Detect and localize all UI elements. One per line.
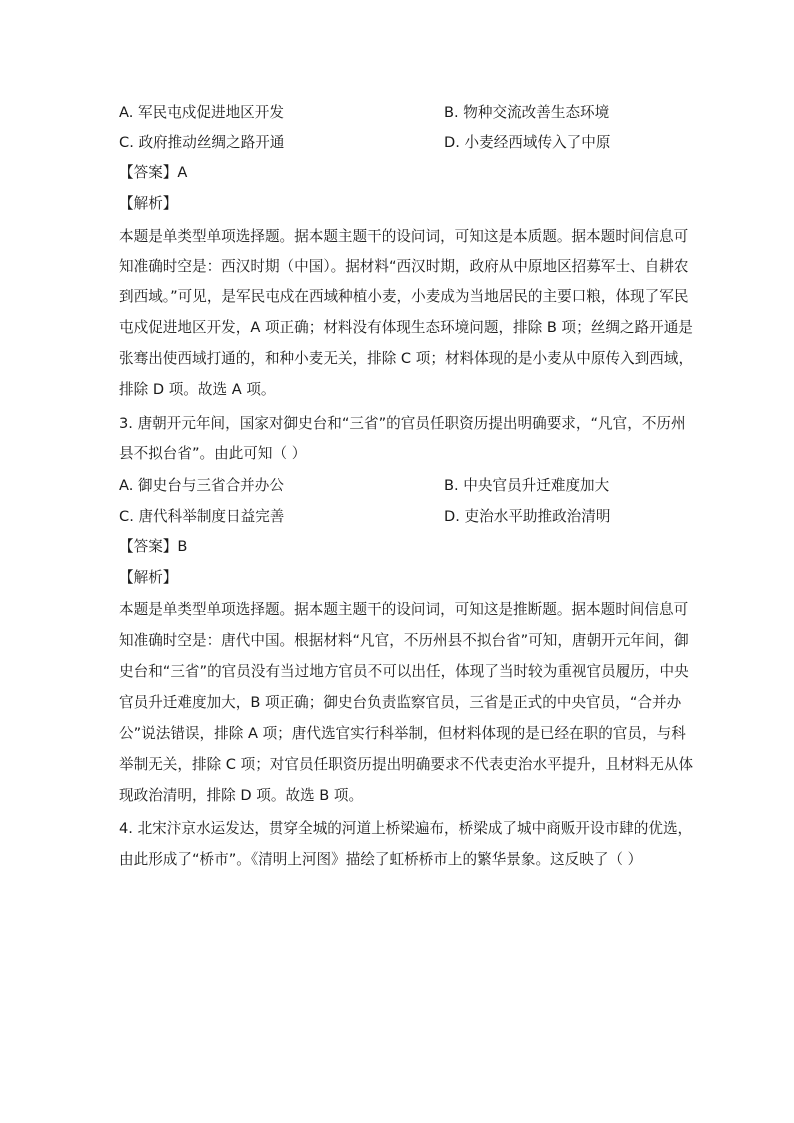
- q3-stem-line: 县不拟台省”。由此可知（ ）: [119, 445, 307, 462]
- q2-analysis-line: 本题是单类型单项选择题。据本题主题干的设问词，可知这是本质题。据本题时间信息可: [119, 228, 689, 245]
- q3-analysis-line: 现政治清明，排除 D 项。故选 B 项。: [119, 787, 364, 804]
- q2-option-d: D. 小麦经西域传入了中原: [444, 134, 611, 151]
- q2-analysis-label: 【解析】: [119, 195, 178, 212]
- q2-analysis-line: 到西域。”可见，是军民屯戍在西域种植小麦，小麦成为当地居民的主要口粮，体现了军民: [119, 288, 689, 305]
- q4-stem-line: 4. 北宋汴京水运发达，贯穿全城的河道上桥梁遍布，桥梁成了城中商贩开设市肆的优选，: [119, 820, 693, 837]
- q3-option-a: A. 御史台与三省合并办公: [119, 477, 284, 494]
- q2-analysis-line: 排除 D 项。故选 A 项。: [119, 381, 276, 398]
- q2-analysis-line: 屯戍促进地区开发，A 项正确；材料没有体现生态环境问题，排除 B 项；丝绸之路开通是: [119, 319, 693, 336]
- q3-answer: 【答案】B: [119, 538, 188, 555]
- q3-analysis-line: 举制无关，排除 C 项；对官员任职资历提出明确要求不代表吏治水平提升，且材料无从体: [119, 756, 694, 773]
- q2-option-c: C. 政府推动丝绸之路开通: [119, 134, 285, 151]
- q2-option-a: A. 军民屯戍促进地区开发: [119, 104, 284, 121]
- q3-option-d: D. 吏治水平助推政治清明: [444, 508, 611, 525]
- q3-analysis-line: 史台和“三省”的官员没有当过地方官员不可以出任，体现了当时较为重视官员履历，中央: [119, 663, 689, 680]
- q2-analysis-line: 知准确时空是：西汉时期（中国）。据材料“西汉时期，政府从中原地区招募军士、自耕农: [119, 258, 689, 275]
- q3-option-b: B. 中央官员升迁难度加大: [444, 477, 610, 494]
- q3-analysis-line: 公”说法错误，排除 A 项；唐代选官实行科举制，但材料体现的是已经在职的官员，与科: [119, 725, 686, 742]
- q3-stem-line: 3. 唐朝开元年间，国家对御史台和“三省”的官员任职资历提出明确要求，“凡官，不历州: [119, 415, 686, 432]
- q2-answer: 【答案】A: [119, 164, 188, 181]
- q3-analysis-line: 本题是单类型单项选择题。据本题主题干的设问词，可知这是推断题。据本题时间信息可: [119, 601, 689, 618]
- q2-option-b: B. 物种交流改善生态环境: [444, 104, 610, 121]
- q4-stem-line: 由此形成了“桥市”。《清明上河图》描绘了虹桥桥市上的繁华景象。这反映了（ ）: [119, 851, 643, 868]
- q3-analysis-label: 【解析】: [119, 569, 178, 586]
- q3-option-c: C. 唐代科举制度日益完善: [119, 508, 285, 525]
- q3-analysis-line: 知准确时空是：唐代中国。根据材料“凡官，不历州县不拟台省”可知，唐朝开元年间，御: [119, 632, 689, 649]
- q2-analysis-line: 张骞出使西域打通的，和种小麦无关，排除 C 项；材料体现的是小麦从中原传入到西域，: [119, 350, 694, 367]
- q3-analysis-line: 官员升迁难度加大，B 项正确；御史台负责监察官员，三省是正式的中央官员，“合并办: [119, 694, 682, 711]
